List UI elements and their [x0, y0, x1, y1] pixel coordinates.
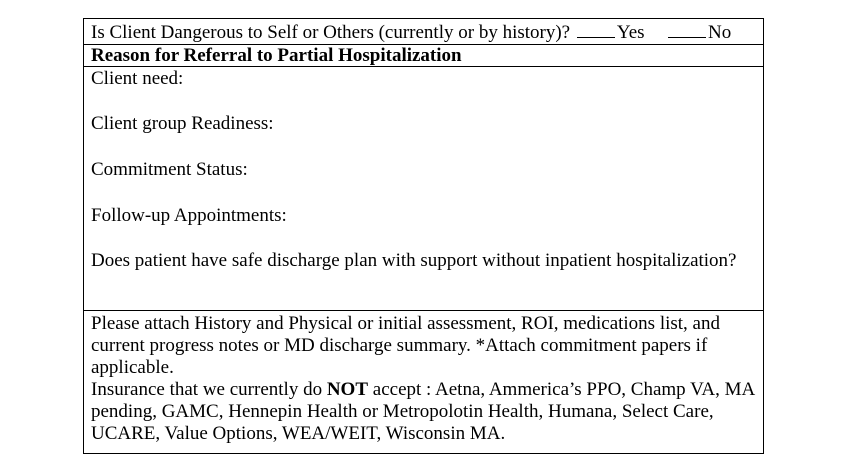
insurance-prefix: Insurance that we currently do: [91, 379, 327, 400]
insurance-suffix: accept : Aetna, Ammerica’s PPO, Champ VA, MA pending, GAMC, Hennepin Health or Metropolotin Health, Humana, Select Care, UCARE, Value Options, WEA/WEIT, Wisconsin MA.: [91, 379, 755, 444]
dangerous-question: Is Client Dangerous to Self or Others (currently or by history)?: [91, 22, 571, 43]
notes-row: [84, 311, 763, 453]
no-label: No: [708, 22, 732, 43]
referral-form-table: [83, 18, 764, 454]
yes-label: Yes: [616, 22, 645, 43]
insurance-statement: [91, 379, 757, 445]
attach-instructions: Please attach History and Physical or initial assessment, ROI, medications list, and current progress notes or MD discharge summary. *Attach commitment papers if applicable.: [91, 313, 720, 378]
followup-appointments-label: Follow-up Appointments:: [91, 205, 287, 226]
client-need-label: Client need:: [91, 68, 184, 89]
insurance-not: NOT: [326, 379, 369, 400]
discharge-plan-label: Does patient have safe discharge plan with support without inpatient hospitalization?: [91, 250, 737, 271]
reason-header: Reason for Referral to Partial Hospitalization: [91, 45, 462, 66]
client-group-readiness-label: Client group Readiness:: [91, 113, 274, 134]
reason-body-row[interactable]: [84, 67, 763, 311]
commitment-status-label: Commitment Status:: [91, 159, 248, 180]
dangerous-row: [84, 19, 763, 45]
reason-header-row: [84, 45, 763, 67]
yes-blank-field[interactable]: [577, 19, 615, 38]
no-blank-field[interactable]: [668, 19, 706, 38]
